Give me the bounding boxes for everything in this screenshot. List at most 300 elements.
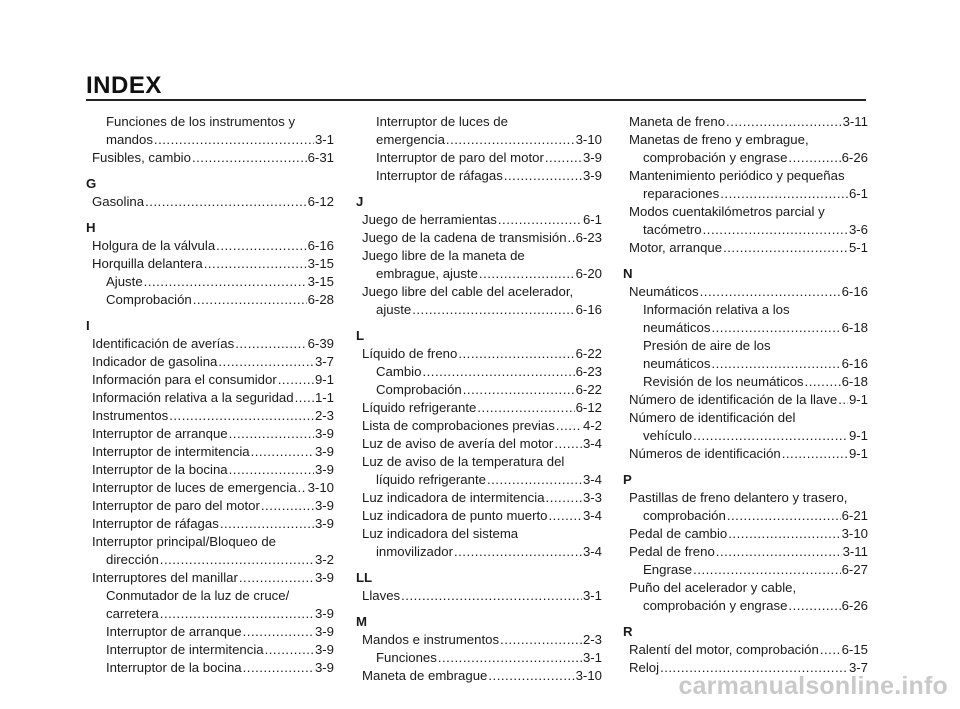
index-entry [623, 579, 868, 597]
index-entry [86, 353, 334, 371]
entry-text: Gasolina [92, 194, 145, 209]
entry-text: vehículo [643, 428, 693, 443]
entry-text: Presión de aire de los [643, 338, 771, 353]
page-number: 3-6 [848, 222, 868, 237]
entry-text: mandos [106, 132, 153, 147]
dot-leader [703, 221, 848, 239]
entry-text: Revisión de los neumáticos [643, 374, 804, 389]
dot-leader [500, 631, 582, 649]
entry-text: líquido refrigerante [376, 472, 486, 487]
page-number: 6-26 [841, 598, 868, 613]
page-number: 3-1 [314, 132, 334, 147]
page-number: 2-3 [582, 632, 602, 647]
page-number: 3-9 [314, 570, 334, 585]
index-entry [623, 427, 868, 445]
page-number: 6-23 [575, 230, 602, 245]
dot-leader [693, 427, 848, 445]
index-column-1 [86, 113, 334, 677]
entry-text: Ajuste [106, 274, 143, 289]
section-letter: L [356, 328, 365, 343]
dot-leader [820, 641, 841, 659]
index-entry [623, 221, 868, 239]
page-number: 6-18 [841, 374, 868, 389]
entry-text: Información relativa a los [643, 302, 790, 317]
index-entry [86, 443, 334, 461]
section-letter: G [86, 176, 97, 191]
index-entry [86, 533, 334, 551]
index-entry [623, 373, 868, 391]
index-entry [623, 543, 868, 561]
page-number: 1-1 [314, 390, 334, 405]
entry-text: Reloj [629, 660, 660, 675]
section-letter: R [623, 624, 633, 639]
page-number: 3-2 [314, 552, 334, 567]
page-number: 3-3 [582, 490, 602, 505]
page-number: 6-22 [575, 346, 602, 361]
index-entry [623, 641, 868, 659]
index-entry [623, 319, 868, 337]
index-entry [623, 203, 868, 221]
entry-text: Número de identificación de la llave [629, 392, 838, 407]
index-entry [623, 239, 868, 257]
page-number: 3-10 [575, 132, 602, 147]
entry-text: Juego de la cadena de transmisión [362, 230, 567, 245]
dot-leader [723, 239, 848, 257]
entry-text: Interruptor de ráfagas [92, 516, 219, 531]
dot-leader [700, 283, 841, 301]
index-entry [623, 355, 868, 373]
index-entry [356, 301, 602, 319]
index-entry [356, 417, 602, 435]
entry-text: Engrase [643, 562, 693, 577]
index-entry [623, 131, 868, 149]
dot-leader [438, 649, 582, 667]
entry-text: Funciones [376, 650, 437, 665]
section-letter: M [356, 614, 367, 629]
index-entry [623, 507, 868, 525]
index-entry [86, 131, 334, 149]
entry-text: comprobación [643, 508, 726, 523]
index-entry [86, 273, 334, 291]
page-number: 6-18 [841, 320, 868, 335]
index-entry [623, 185, 868, 203]
entry-text: Fusibles, cambio [92, 150, 191, 165]
page-number: 3-9 [314, 498, 334, 513]
page-number: 3-9 [314, 426, 334, 441]
dot-leader [204, 255, 307, 273]
page-number: 3-9 [314, 516, 334, 531]
page-number: 6-26 [841, 150, 868, 165]
dot-leader [243, 623, 314, 641]
index-entry [623, 283, 868, 301]
section-letter: I [86, 318, 90, 333]
entry-text: Motor, arranque [629, 240, 723, 255]
page-number: 9-1 [848, 428, 868, 443]
dot-leader [298, 479, 307, 497]
page-number: 3-4 [582, 436, 602, 451]
index-entry [356, 435, 602, 453]
index-entry [356, 543, 602, 561]
entry-text: Interruptor de paro del motor [92, 498, 260, 513]
dot-leader [454, 543, 582, 561]
index-entry [86, 461, 334, 479]
index-entry [356, 667, 602, 685]
page-number: 3-15 [307, 256, 334, 271]
entry-text: Holgura de la válvula [92, 238, 216, 253]
page-number: 3-11 [842, 114, 868, 129]
dot-leader [693, 561, 840, 579]
dot-leader [160, 551, 314, 569]
dot-leader [251, 443, 314, 461]
dot-leader [218, 353, 314, 371]
dot-leader [154, 131, 314, 149]
entry-text: Líquido refrigerante [362, 400, 477, 415]
index-column-3 [623, 113, 868, 677]
dot-leader [169, 407, 314, 425]
entry-text: Números de identificación [629, 446, 781, 461]
entry-text: Interruptor de luces de emergencia [92, 480, 297, 495]
page-number: 3-10 [841, 526, 868, 541]
entry-text: dirección [106, 552, 159, 567]
index-entry [356, 471, 602, 489]
entry-text: Juego de herramientas [362, 212, 497, 227]
page-number: 4-2 [582, 418, 602, 433]
index-entry [356, 283, 602, 301]
index-entry [356, 489, 602, 507]
entry-text: Interruptores del manillar [92, 570, 238, 585]
dot-leader [235, 335, 306, 353]
page-number: 3-9 [582, 150, 602, 165]
index-entry [356, 131, 602, 149]
page-number: 6-20 [575, 266, 602, 281]
entry-text: Número de identificación del [629, 410, 796, 425]
entry-text: Luz de aviso de la temperatura del [362, 454, 565, 469]
entry-text: Pedal de cambio [629, 526, 728, 541]
index-entry [86, 605, 334, 623]
entry-text: Juego libre del cable del acelerador, [362, 284, 574, 299]
dot-leader [261, 497, 314, 515]
dot-leader [412, 301, 574, 319]
page-number: 6-31 [307, 150, 334, 165]
index-entry [86, 389, 334, 407]
dot-leader [498, 211, 582, 229]
entry-text: Maneta de freno [629, 114, 726, 129]
page-number: 6-21 [841, 508, 868, 523]
entry-text: carretera [106, 606, 159, 621]
page-number: 3-4 [582, 508, 602, 523]
entry-text: Manetas de freno y embrague, [629, 132, 809, 147]
section-letter: LL [356, 570, 373, 585]
index-entry [86, 551, 334, 569]
dot-leader [488, 667, 574, 685]
index-entry [356, 345, 602, 363]
index-entry [623, 149, 868, 167]
page-number: 6-16 [575, 302, 602, 317]
page-number: 6-1 [848, 186, 868, 201]
index-entry [623, 561, 868, 579]
dot-leader [805, 373, 841, 391]
index-entry [356, 113, 602, 131]
dot-leader [229, 425, 314, 443]
entry-text: Líquido de freno [362, 346, 458, 361]
dot-leader [720, 185, 848, 203]
page-number: 3-7 [314, 354, 334, 369]
dot-leader [265, 641, 314, 659]
section-letter: J [356, 194, 364, 209]
entry-text: Interruptor de paro del motor [376, 150, 544, 165]
dot-leader [504, 167, 582, 185]
entry-text: Interruptor principal/Bloqueo de [92, 534, 277, 549]
index-entry [623, 337, 868, 355]
page-number: 6-16 [841, 284, 868, 299]
entry-text: Indicador de gasolina [92, 354, 218, 369]
entry-text: Lista de comprobaciones previas [362, 418, 555, 433]
entry-text: Luz indicadora de punto muerto [362, 508, 548, 523]
dot-leader [220, 515, 314, 533]
index-entry [86, 479, 334, 497]
page-number: 6-39 [307, 336, 334, 351]
page-number: 6-28 [307, 292, 334, 307]
entry-text: Instrumentos [92, 408, 169, 423]
dot-leader [446, 131, 575, 149]
index-entry [356, 149, 602, 167]
page-number: 5-1 [848, 240, 868, 255]
entry-text: Interruptor de la bocina [92, 462, 228, 477]
index-entry [356, 631, 602, 649]
dot-leader [477, 399, 574, 417]
entry-text: ajuste [376, 302, 412, 317]
index-entry [356, 587, 602, 605]
dot-leader [556, 417, 582, 435]
entry-text: Maneta de embrague [362, 668, 488, 683]
page-number: 3-9 [314, 660, 334, 675]
index-entry [86, 149, 334, 167]
dot-leader [193, 291, 307, 309]
entry-text: Neumáticos [629, 284, 699, 299]
dot-leader [243, 659, 314, 677]
index-entry [623, 409, 868, 427]
page-number: 3-10 [575, 668, 602, 683]
index-entry [356, 211, 602, 229]
dot-leader [463, 381, 575, 399]
dot-leader [216, 237, 306, 255]
entry-text: Horquilla delantera [92, 256, 203, 271]
dot-leader [726, 113, 842, 131]
index-entry [356, 167, 602, 185]
dot-leader [458, 345, 574, 363]
entry-text: Puño del acelerador y cable, [629, 580, 797, 595]
dot-leader [487, 471, 582, 489]
entry-text: Pastillas de freno delantero y trasero, [629, 490, 848, 505]
page-number: 3-11 [842, 544, 868, 559]
entry-text: neumáticos [643, 356, 711, 371]
index-entry [356, 649, 602, 667]
dot-leader [422, 363, 574, 381]
entry-text: Interruptor de intermitencia [106, 642, 264, 657]
page-number: 6-15 [841, 642, 868, 657]
page-number: 9-1 [848, 392, 868, 407]
dot-leader [716, 543, 842, 561]
entry-text: Luz indicadora del sistema [362, 526, 519, 541]
entry-text: Identificación de averías [92, 336, 235, 351]
index-entry [356, 525, 602, 543]
index-entry [356, 399, 602, 417]
index-entry [623, 167, 868, 185]
index-entry [86, 291, 334, 309]
index-entry [356, 363, 602, 381]
index-entry [623, 391, 868, 409]
dot-leader [229, 461, 314, 479]
entry-text: Modos cuentakilómetros parcial y [629, 204, 825, 219]
dot-leader [546, 489, 582, 507]
page-number: 9-1 [848, 446, 868, 461]
page-number: 6-1 [582, 212, 602, 227]
index-entry [86, 371, 334, 389]
entry-text: Luz de aviso de avería del motor [362, 436, 554, 451]
dot-leader [278, 371, 314, 389]
entry-text: Interruptor de la bocina [106, 660, 242, 675]
entry-text: tacómetro [643, 222, 702, 237]
entry-text: Interruptor de intermitencia [92, 444, 250, 459]
index-entry [86, 659, 334, 677]
dot-leader [295, 389, 314, 407]
page-number: 3-4 [582, 472, 602, 487]
watermark: carmanualsonline.info [678, 672, 948, 700]
entry-text: comprobación y engrase [643, 598, 788, 613]
index-entry [86, 569, 334, 587]
index-entry [86, 515, 334, 533]
entry-text: Ralentí del motor, comprobación [629, 642, 819, 657]
dot-leader [545, 149, 582, 167]
page-number: 2-3 [314, 408, 334, 423]
index-entry [86, 425, 334, 443]
index-entry [356, 507, 602, 525]
dot-leader [160, 605, 314, 623]
section-letter: N [623, 266, 633, 281]
entry-text: Juego libre de la maneta de [362, 248, 525, 263]
dot-leader [788, 149, 840, 167]
entry-text: Comprobación [376, 382, 462, 397]
dot-leader [548, 507, 581, 525]
index-column-2 [356, 113, 602, 685]
dot-leader [479, 265, 575, 283]
index-entry [86, 237, 334, 255]
index-entry [623, 489, 868, 507]
dot-leader [144, 273, 307, 291]
section-letter: H [86, 220, 96, 235]
page-number: 3-1 [582, 588, 602, 603]
index-entry [623, 525, 868, 543]
index-entry [86, 641, 334, 659]
entry-text: comprobación y engrase [643, 150, 788, 165]
dot-leader [554, 435, 582, 453]
dot-leader [838, 391, 848, 409]
page-number: 6-23 [575, 364, 602, 379]
index-entry [86, 407, 334, 425]
page-title: INDEX [86, 72, 162, 99]
dot-leader [568, 229, 575, 247]
index-entry [623, 301, 868, 319]
page-number: 6-22 [575, 382, 602, 397]
page-number: 3-4 [582, 544, 602, 559]
dot-leader [711, 319, 840, 337]
index-entry [356, 265, 602, 283]
index-entry [623, 445, 868, 463]
entry-text: Comprobación [106, 292, 192, 307]
page-number: 6-16 [841, 356, 868, 371]
index-entry [86, 113, 334, 131]
dot-leader [788, 597, 840, 615]
page-number: 3-1 [582, 650, 602, 665]
entry-text: emergencia [376, 132, 445, 147]
page-number: 3-15 [307, 274, 334, 289]
index-entry [356, 229, 602, 247]
dot-leader [145, 193, 307, 211]
entry-text: Cambio [376, 364, 422, 379]
page-number: 6-12 [307, 194, 334, 209]
entry-text: Interruptor de ráfagas [376, 168, 503, 183]
page-number: 9-1 [314, 372, 334, 387]
dot-leader [727, 507, 841, 525]
index-entry [86, 193, 334, 211]
dot-leader [782, 445, 848, 463]
entry-text: neumáticos [643, 320, 711, 335]
entry-text: reparaciones [643, 186, 720, 201]
title-rule [86, 99, 866, 101]
page-number: 6-16 [307, 238, 334, 253]
entry-text: Interruptor de luces de [376, 114, 508, 129]
dot-leader [192, 149, 307, 167]
section-letter: P [623, 472, 632, 487]
index-entry [86, 497, 334, 515]
entry-text: Pedal de freno [629, 544, 715, 559]
index-entry [623, 113, 868, 131]
index-entry [623, 597, 868, 615]
index-entry [86, 623, 334, 641]
page-number: 6-27 [841, 562, 868, 577]
page-number: 6-12 [575, 400, 602, 415]
entry-text: Mandos e instrumentos [362, 632, 500, 647]
entry-text: Llaves [362, 588, 401, 603]
dot-leader [728, 525, 840, 543]
entry-text: Información relativa a la seguridad [92, 390, 294, 405]
page-number: 3-9 [314, 444, 334, 459]
index-entry [86, 335, 334, 353]
index-entry [356, 247, 602, 265]
entry-text: Funciones de los instrumentos y [106, 114, 296, 129]
index-entry [86, 587, 334, 605]
entry-text: Conmutador de la luz de cruce/ [106, 588, 290, 603]
page-number: 3-9 [314, 606, 334, 621]
page-number: 3-9 [314, 642, 334, 657]
index-entry [356, 381, 602, 399]
page-number: 3-9 [314, 462, 334, 477]
dot-leader [401, 587, 582, 605]
dot-leader [239, 569, 314, 587]
page-number: 3-9 [582, 168, 602, 183]
entry-text: Interruptor de arranque [106, 624, 242, 639]
index-entry [356, 453, 602, 471]
page-number: 3-9 [314, 624, 334, 639]
entry-text: Mantenimiento periódico y pequeñas [629, 168, 845, 183]
entry-text: embrague, ajuste [376, 266, 478, 281]
page-number: 3-7 [848, 660, 868, 675]
index-entry [86, 255, 334, 273]
entry-text: inmovilizador [376, 544, 453, 559]
page-number: 3-10 [307, 480, 334, 495]
entry-text: Interruptor de arranque [92, 426, 228, 441]
dot-leader [711, 355, 840, 373]
